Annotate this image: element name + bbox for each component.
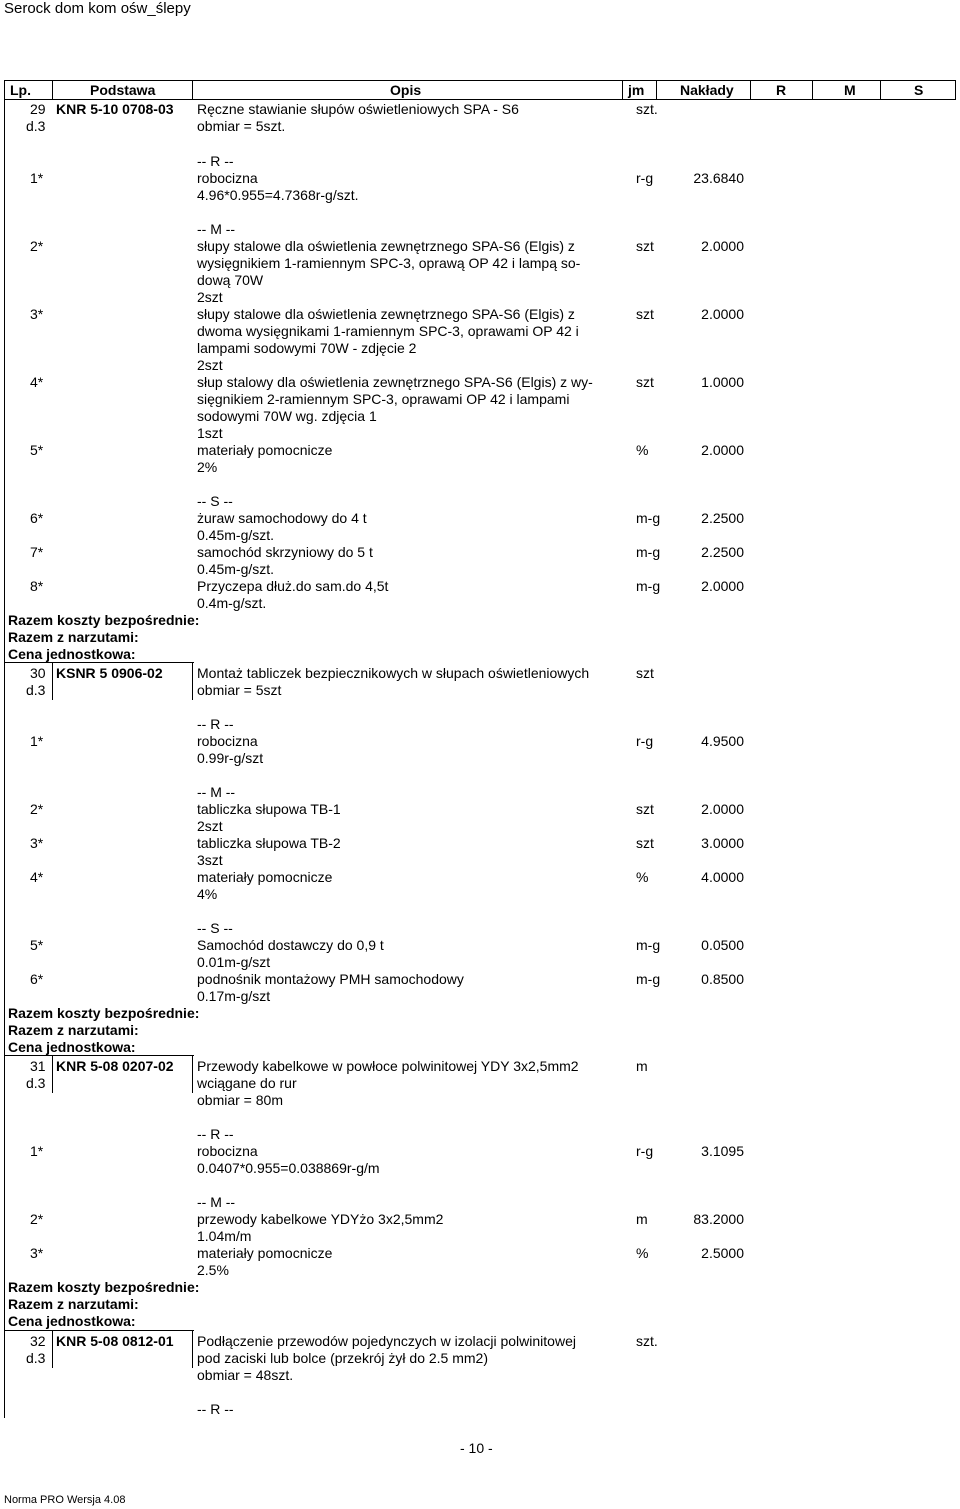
position-unit: szt. [636, 101, 658, 117]
item-unit: szt [636, 835, 654, 851]
position-number: 29 [30, 101, 46, 117]
item-value: 3.0000 [701, 835, 744, 851]
header-opis: Opis [390, 82, 422, 98]
header-podstawa: Podstawa [90, 82, 156, 98]
summary-direct: Razem koszty bezpośrednie: [8, 1005, 200, 1021]
item-unit: m-g [636, 937, 661, 953]
item-lp: 2* [30, 801, 44, 817]
position-sub: d.3 [26, 118, 46, 134]
item-desc: Samochód dostawczy do 0,9 t [197, 937, 384, 953]
page-title: Serock dom kom ośw_ślepy [4, 0, 191, 17]
item-desc: tabliczka słupowa TB-2 [197, 835, 341, 851]
item-unit: szt [636, 306, 654, 322]
item-lp: 8* [30, 578, 44, 594]
item-value: 2.5000 [701, 1245, 744, 1261]
item-unit: szt [636, 374, 654, 390]
summary-direct: Razem koszty bezpośrednie: [8, 612, 200, 628]
item-value: 4.0000 [701, 869, 744, 885]
item-unit: m-g [636, 510, 661, 526]
item-desc: 1.04m/m [197, 1228, 252, 1244]
item-value: 2.0000 [701, 801, 744, 817]
item-unit: r-g [636, 733, 654, 749]
header-s: S [914, 82, 924, 98]
col-divider [192, 80, 193, 100]
position-desc-line: Montaż tabliczek bezpiecznikowych w słupach oświetleniowych [197, 665, 590, 681]
item-desc: 4.96*0.955=4.7368r-g/szt. [197, 187, 359, 203]
group-label: -- R -- [197, 716, 234, 732]
header-jm: jm [628, 82, 645, 98]
item-lp: 1* [30, 733, 44, 749]
item-desc: samochód skrzyniowy do 5 t [197, 544, 373, 560]
col-divider [192, 1055, 193, 1093]
item-value: 2.0000 [701, 306, 744, 322]
group-label: -- M -- [197, 221, 236, 237]
group-label: -- R -- [197, 1401, 234, 1417]
item-value: 0.8500 [701, 971, 744, 987]
summary-with-overheads: Razem z narzutami: [8, 1022, 139, 1038]
position-unit: szt. [636, 1333, 658, 1349]
summary-unit-price: Cena jednostkowa: [8, 646, 136, 662]
item-value: 0.0500 [701, 937, 744, 953]
item-value: 3.1095 [701, 1143, 744, 1159]
item-value: 23.6840 [693, 170, 744, 186]
position-desc-line: obmiar = 48szt. [197, 1367, 294, 1383]
item-lp: 3* [30, 306, 44, 322]
position-separator [4, 662, 194, 663]
item-lp: 4* [30, 374, 44, 390]
position-basis: KNR 5-08 0812-01 [56, 1333, 174, 1349]
item-unit: m-g [636, 578, 661, 594]
position-desc-line: wciągane do rur [197, 1075, 297, 1091]
position-desc-line: Podłączenie przewodów pojedynczych w izolacji polwinitowej [197, 1333, 576, 1349]
item-value: 2.0000 [701, 442, 744, 458]
item-unit: % [636, 869, 649, 885]
position-desc-line: pod zaciski lub bolce (przekrój żył do 2.5 mm2) [197, 1350, 489, 1366]
col-divider [750, 80, 751, 100]
item-desc: słup stalowy dla oświetlenia zewnętrznego SPA-S6 (Elgis) z wy- [197, 374, 593, 390]
col-divider [812, 80, 813, 100]
item-desc: 0.99r-g/szt [197, 750, 264, 766]
item-lp: 1* [30, 1143, 44, 1159]
item-desc: materiały pomocnicze [197, 869, 333, 885]
item-desc: słupy stalowe dla oświetlenia zewnętrznego SPA-S6 (Elgis) z [197, 306, 575, 322]
position-basis: KNR 5-10 0708-03 [56, 101, 174, 117]
item-value: 2.2500 [701, 510, 744, 526]
position-desc-line: Ręczne stawianie słupów oświetleniowych SPA - S6 [197, 101, 519, 117]
item-desc: robocizna [197, 170, 258, 186]
item-desc: przewody kabelkowe YDYżo 3x2,5mm2 [197, 1211, 444, 1227]
group-label: -- M -- [197, 784, 236, 800]
summary-with-overheads: Razem z narzutami: [8, 1296, 139, 1312]
position-sub: d.3 [26, 1350, 46, 1366]
position-number: 31 [30, 1058, 46, 1074]
item-desc: 0.0407*0.955=0.038869r-g/m [197, 1160, 380, 1176]
item-desc: 0.45m-g/szt. [197, 527, 275, 543]
item-unit: szt [636, 238, 654, 254]
col-divider [656, 80, 657, 100]
header-bottom-border [4, 99, 956, 100]
header-lp: Lp. [10, 82, 31, 98]
item-value: 2.0000 [701, 238, 744, 254]
item-unit: m [636, 1211, 648, 1227]
header-m: M [844, 82, 856, 98]
item-desc: sięgnikiem 2-ramiennym SPC-3, oprawami OP 42 i lampami [197, 391, 570, 407]
item-unit: % [636, 442, 649, 458]
table-left-border [4, 80, 5, 1418]
item-desc: 1szt [197, 425, 223, 441]
position-desc-line: obmiar = 80m [197, 1092, 283, 1108]
position-number: 30 [30, 665, 46, 681]
table-right-border [955, 80, 956, 100]
item-desc: 0.4m-g/szt. [197, 595, 267, 611]
position-desc-line: Przewody kabelkowe w powłoce polwinitowej YDY 3x2,5mm2 [197, 1058, 579, 1074]
position-sub: d.3 [26, 682, 46, 698]
item-desc: lampami sodowymi 70W - zdjęcie 2 [197, 340, 417, 356]
col-divider [52, 1330, 53, 1368]
item-desc: 2szt [197, 289, 223, 305]
item-desc: Przyczepa dłuż.do sam.do 4,5t [197, 578, 389, 594]
item-lp: 2* [30, 238, 44, 254]
col-divider [622, 80, 623, 100]
group-label: -- R -- [197, 153, 234, 169]
position-basis: KNR 5-08 0207-02 [56, 1058, 174, 1074]
item-desc: 2% [197, 459, 218, 475]
item-desc: robocizna [197, 733, 258, 749]
item-unit: m-g [636, 544, 661, 560]
item-unit: r-g [636, 170, 654, 186]
footer-version: Norma PRO Wersja 4.08 [4, 1494, 126, 1506]
position-sub: d.3 [26, 1075, 46, 1091]
item-value: 2.2500 [701, 544, 744, 560]
position-number: 32 [30, 1333, 46, 1349]
item-desc: wysięgnikiem 1-ramiennym SPC-3, oprawą OP 42 i lampą so- [197, 255, 581, 271]
item-value: 2.0000 [701, 578, 744, 594]
item-desc: 3szt [197, 852, 223, 868]
table-top-border [4, 80, 956, 81]
item-desc: 0.45m-g/szt. [197, 561, 275, 577]
item-desc: 2szt [197, 818, 223, 834]
item-desc: 4% [197, 886, 218, 902]
group-label: -- S -- [197, 920, 233, 936]
position-unit: szt [636, 665, 654, 681]
item-desc: 0.17m-g/szt [197, 988, 271, 1004]
col-divider [52, 80, 53, 100]
col-divider [192, 662, 193, 700]
summary-direct: Razem koszty bezpośrednie: [8, 1279, 200, 1295]
position-desc-line: obmiar = 5szt. [197, 118, 286, 134]
item-desc: żuraw samochodowy do 4 t [197, 510, 367, 526]
group-label: -- M -- [197, 1194, 236, 1210]
item-lp: 5* [30, 937, 44, 953]
col-divider [52, 1055, 53, 1093]
summary-with-overheads: Razem z narzutami: [8, 629, 139, 645]
item-desc: 0.01m-g/szt [197, 954, 271, 970]
item-lp: 6* [30, 510, 44, 526]
item-lp: 4* [30, 869, 44, 885]
item-lp: 3* [30, 1245, 44, 1261]
item-desc: dową 70W [197, 272, 264, 288]
item-unit: szt [636, 801, 654, 817]
item-desc: 2.5% [197, 1262, 229, 1278]
item-desc: dwoma wysięgnikami 1-ramiennym SPC-3, oprawami OP 42 i [197, 323, 579, 339]
summary-unit-price: Cena jednostkowa: [8, 1039, 136, 1055]
item-value: 4.9500 [701, 733, 744, 749]
position-unit: m [636, 1058, 648, 1074]
col-divider [52, 662, 53, 700]
item-unit: r-g [636, 1143, 654, 1159]
header-r: R [776, 82, 787, 98]
item-desc: słupy stalowe dla oświetlenia zewnętrznego SPA-S6 (Elgis) z [197, 238, 575, 254]
position-desc-line: obmiar = 5szt [197, 682, 282, 698]
item-desc: robocizna [197, 1143, 258, 1159]
summary-unit-price: Cena jednostkowa: [8, 1313, 136, 1329]
header-naklady: Nakłady [680, 82, 734, 98]
page-number: - 10 - [460, 1440, 493, 1456]
item-lp: 2* [30, 1211, 44, 1227]
item-desc: sodowymi 70W wg. zdjęcia 1 [197, 408, 377, 424]
item-desc: podnośnik montażowy PMH samochodowy [197, 971, 464, 987]
position-separator [4, 1055, 194, 1056]
item-lp: 1* [30, 170, 44, 186]
item-lp: 3* [30, 835, 44, 851]
group-label: -- R -- [197, 1126, 234, 1142]
group-label: -- S -- [197, 493, 233, 509]
position-separator [4, 1330, 194, 1331]
item-desc: 2szt [197, 357, 223, 373]
item-desc: materiały pomocnicze [197, 442, 333, 458]
item-value: 83.2000 [693, 1211, 744, 1227]
position-basis: KSNR 5 0906-02 [56, 665, 163, 681]
col-divider [880, 80, 881, 100]
item-lp: 6* [30, 971, 44, 987]
item-lp: 7* [30, 544, 44, 560]
item-desc: materiały pomocnicze [197, 1245, 333, 1261]
col-divider [192, 1330, 193, 1368]
item-unit: % [636, 1245, 649, 1261]
item-desc: tabliczka słupowa TB-1 [197, 801, 341, 817]
item-value: 1.0000 [701, 374, 744, 390]
item-unit: m-g [636, 971, 661, 987]
item-lp: 5* [30, 442, 44, 458]
